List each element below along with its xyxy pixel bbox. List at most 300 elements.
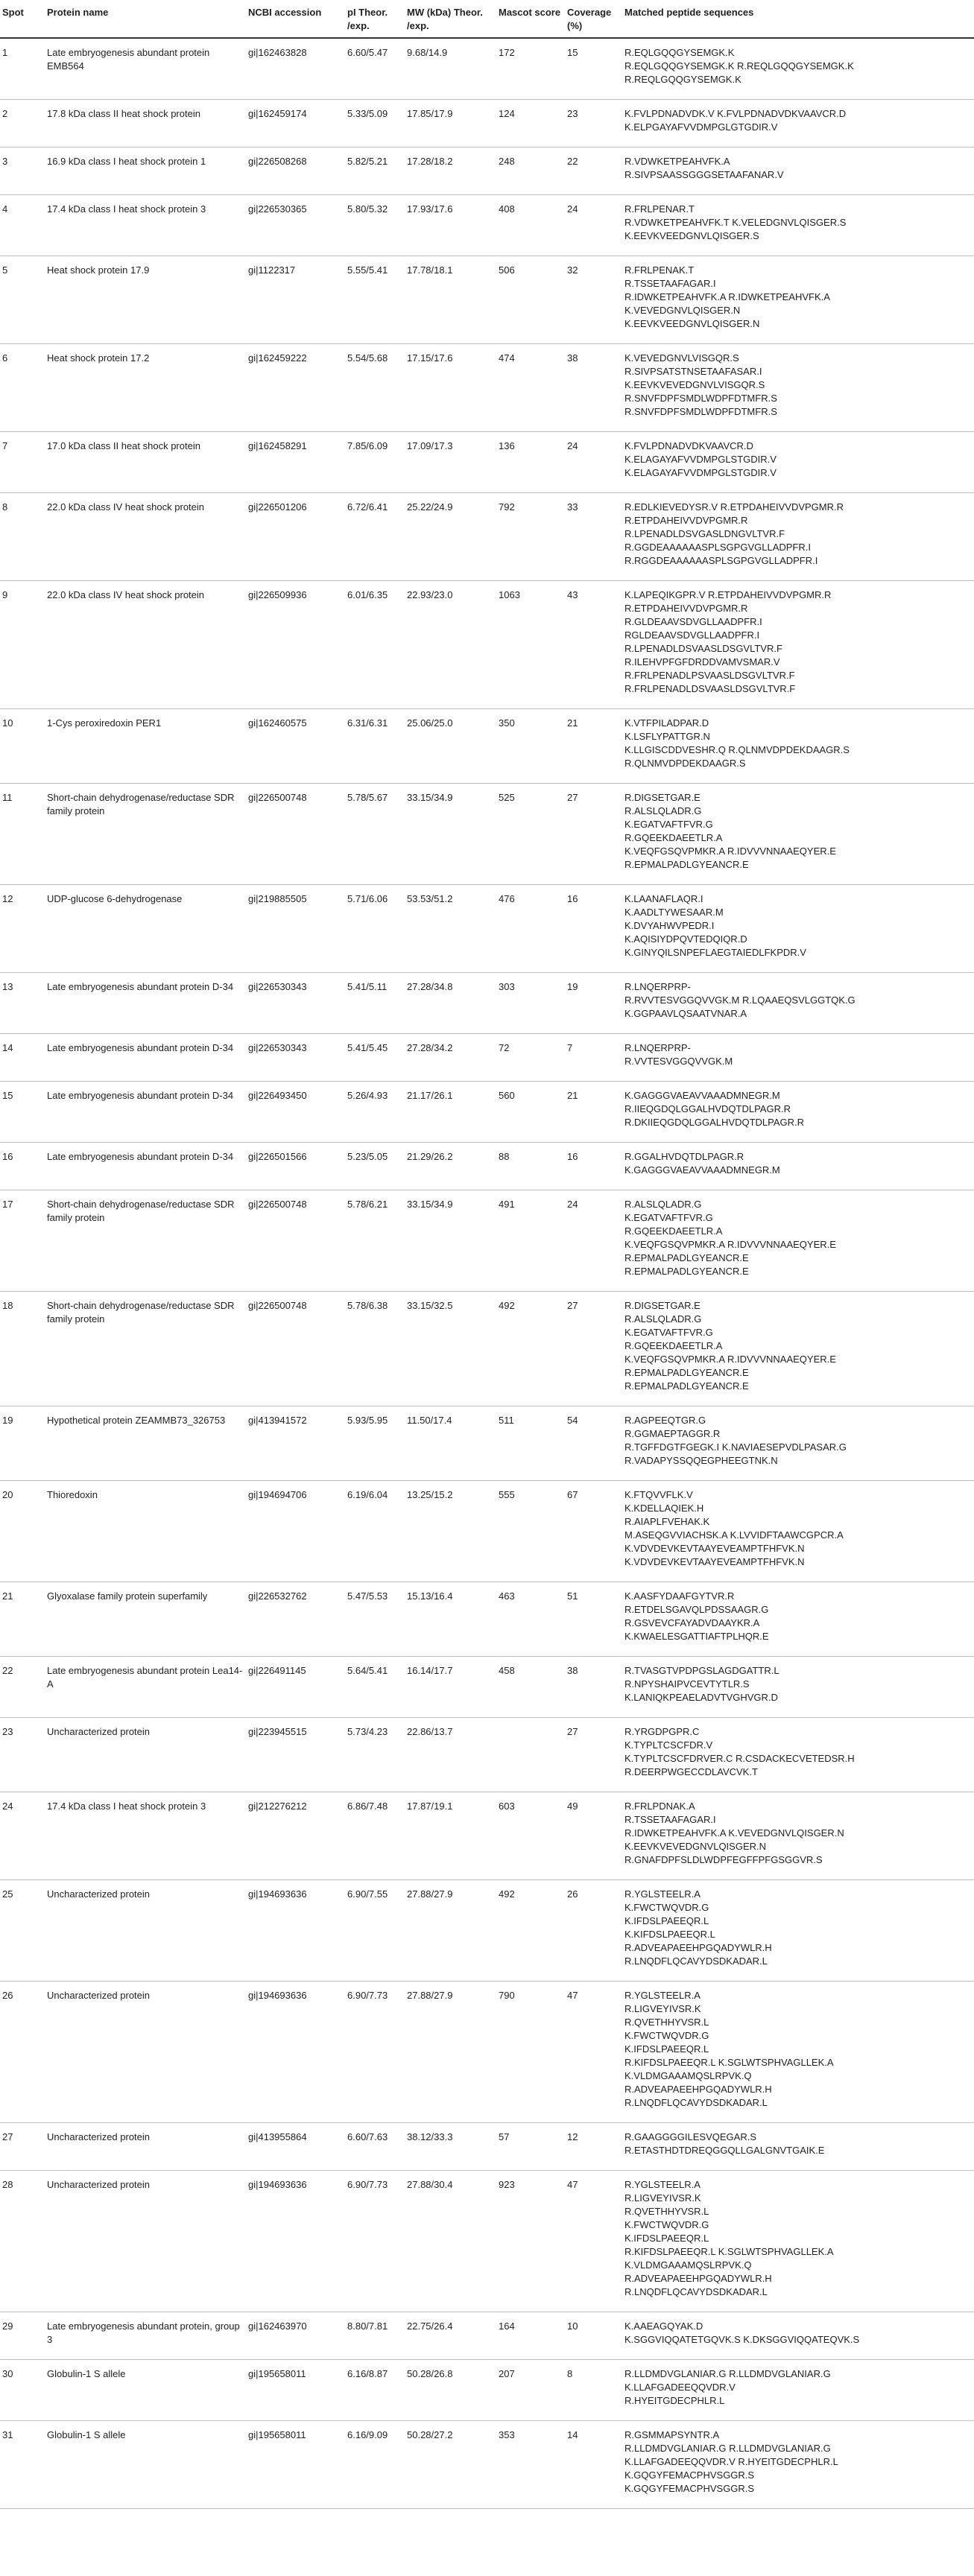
mw-cell: 27.28/34.8: [405, 972, 496, 1033]
peptide-sequence: R.FRLPENADLDSVAASLDSGVLTVR.F: [624, 682, 796, 694]
mascot-score-cell: 172: [496, 38, 565, 99]
peptide-sequence: R.DIGSETGAR.E: [624, 791, 701, 803]
coverage-cell: 22: [565, 147, 622, 194]
peptide-sequence: R.GSVEVCFAYADVDAAYKR.A: [624, 1617, 760, 1628]
coverage-cell: 14: [565, 2420, 622, 2508]
peptide-sequence: R.DKIIEQGDQLGGALHVDQTDLPAGR.R: [624, 1116, 805, 1128]
ncbi-accession-cell: gi|226501566: [246, 1142, 345, 1190]
pi-cell: 5.26/4.93: [345, 1081, 405, 1142]
coverage-cell: 54: [565, 1406, 622, 1480]
table-row: [0, 343, 974, 431]
matched-peptides-cell: [622, 2420, 974, 2508]
peptide-sequence: R.VADAPYSSQQEGPHEEGTNK.N: [624, 1454, 778, 1466]
spot-cell: 23: [0, 1717, 45, 1792]
peptide-sequence: K.VEQFGSQVPMKR.A R.IDVVVNNAAEQYER.E: [624, 845, 836, 857]
mw-cell: 21.29/26.2: [405, 1142, 496, 1190]
table-row: [0, 1792, 974, 1879]
protein-name-cell: Hypothetical protein ZEAMMB73_326753: [45, 1406, 246, 1480]
ncbi-accession-cell: gi|162463970: [246, 2312, 345, 2359]
mw-cell: 25.06/25.0: [405, 708, 496, 783]
mascot-score-cell: 511: [496, 1406, 565, 1480]
peptide-sequence: R.ALSLQLADR.G: [624, 805, 702, 816]
header-protein-name: Protein name: [45, 0, 246, 38]
peptide-sequence: R.IDWKETPEAHVFK.A K.VEVEDGNVLQISGER.N: [624, 1827, 844, 1839]
mw-cell: 17.15/17.6: [405, 343, 496, 431]
matched-peptides-cell: [622, 343, 974, 431]
peptide-sequence: R.NPYSHAIPVCEVTYTLR.S: [624, 1678, 750, 1690]
peptide-sequence: R.EPMALPADLGYEANCR.E: [624, 1265, 749, 1277]
table-row: [0, 2312, 974, 2359]
peptide-sequence: R.LNQDFLQCAVYDSDKADAR.L: [624, 2285, 768, 2297]
peptide-sequence: K.LAANAFLAQR.I: [624, 892, 703, 904]
peptide-sequence: R.KIFDSLPAEEQR.L K.SGLWTSPHVAGLLEK.A: [624, 2245, 834, 2257]
ncbi-accession-cell: gi|194694706: [246, 1480, 345, 1582]
peptide-sequence: K.AASFYDAAFGYTVR.R: [624, 1590, 735, 1602]
peptide-sequence: K.LAPEQIKGPR.V R.ETPDAHEIVVDVPGMR.R: [624, 589, 832, 600]
protein-name-cell: Uncharacterized protein: [45, 2170, 246, 2312]
coverage-cell: 43: [565, 580, 622, 708]
protein-name-cell: 16.9 kDa class I heat shock protein 1: [45, 147, 246, 194]
peptide-sequence: K.EEVKVEEDGNVLQISGER.N: [624, 317, 760, 329]
matched-peptides-cell: [622, 147, 974, 194]
ncbi-accession-cell: gi|194693636: [246, 2170, 345, 2312]
peptide-sequence: R.GGDEAAAAAASPLSGPGVGLLADPFR.I: [624, 541, 811, 553]
pi-cell: 5.41/5.45: [345, 1033, 405, 1081]
peptide-sequence: RGLDEAAVSDVGLLAADPFR.I: [624, 629, 760, 641]
mw-cell: 33.15/34.9: [405, 783, 496, 884]
peptide-sequence: K.SGGVIQQATETGQVK.S K.DKSGGVIQQATEQVK.S: [624, 2333, 860, 2345]
mw-cell: 17.78/18.1: [405, 256, 496, 343]
pi-cell: 5.55/5.41: [345, 256, 405, 343]
ncbi-accession-cell: gi|162460575: [246, 708, 345, 783]
peptide-sequence: K.VEQFGSQVPMKR.A R.IDVVVNNAAEQYER.E: [624, 1353, 836, 1365]
matched-peptides-cell: [622, 1406, 974, 1480]
coverage-cell: 12: [565, 2122, 622, 2170]
pi-cell: 5.54/5.68: [345, 343, 405, 431]
mascot-score-cell: 476: [496, 884, 565, 972]
peptide-sequence: R.LNQDFLQCAVYDSDKADAR.L: [624, 2096, 768, 2108]
peptide-sequence: K.EEVKVEVEDGNVLVISGQR.S: [624, 378, 765, 390]
peptide-sequence: K.VEVEDGNVLQISGER.N: [624, 304, 741, 316]
mascot-score-cell: 350: [496, 708, 565, 783]
table-row: [0, 1879, 974, 1981]
spot-cell: 12: [0, 884, 45, 972]
peptide-sequence: K.GAGGGVAEAVVAAADMNEGR.M: [624, 1089, 780, 1101]
matched-peptides-cell: [622, 194, 974, 256]
protein-name-cell: Late embryogenesis abundant protein D-34: [45, 1081, 246, 1142]
ncbi-accession-cell: gi|219885505: [246, 884, 345, 972]
matched-peptides-cell: [622, 1081, 974, 1142]
peptide-sequence: R.EPMALPADLGYEANCR.E: [624, 1251, 749, 1263]
pi-cell: 5.41/5.11: [345, 972, 405, 1033]
mw-cell: 17.87/19.1: [405, 1792, 496, 1879]
ncbi-accession-cell: gi|162459222: [246, 343, 345, 431]
ncbi-accession-cell: gi|212276212: [246, 1792, 345, 1879]
coverage-cell: 16: [565, 884, 622, 972]
peptide-sequence: K.IFDSLPAEEQR.L: [624, 1914, 709, 1926]
ncbi-accession-cell: gi|413955864: [246, 2122, 345, 2170]
coverage-cell: 24: [565, 194, 622, 256]
mascot-score-cell: 463: [496, 1582, 565, 1656]
matched-peptides-cell: [622, 2312, 974, 2359]
mascot-score-cell: 603: [496, 1792, 565, 1879]
spot-cell: 27: [0, 2122, 45, 2170]
peptide-sequence: K.ELPGAYAFVVDMPGLGTGDIR.V: [624, 121, 778, 133]
peptide-sequence: R.EQLGQQGYSEMGK.K: [624, 47, 735, 58]
spot-cell: 28: [0, 2170, 45, 2312]
peptide-sequence: R.LNQDFLQCAVYDSDKADAR.L: [624, 1955, 768, 1967]
protein-name-cell: Late embryogenesis abundant protein EMB564: [45, 38, 246, 99]
peptide-sequence: R.ALSLQLADR.G: [624, 1313, 702, 1325]
table-row: [0, 708, 974, 783]
peptide-sequence: K.KWAELESGATTIAFTPLHQR.E: [624, 1630, 769, 1642]
peptide-sequence: R.IDWKETPEAHVFK.A R.IDWKETPEAHVFK.A: [624, 291, 830, 302]
peptide-sequence: R.AIAPLFVEHAK.K: [624, 1515, 710, 1527]
protein-name-cell: 17.8 kDa class II heat shock protein: [45, 99, 246, 147]
mascot-score-cell: 164: [496, 2312, 565, 2359]
protein-name-cell: Late embryogenesis abundant protein D-34: [45, 1033, 246, 1081]
peptide-sequence: R.DIGSETGAR.E: [624, 1299, 701, 1311]
mw-cell: 17.09/17.3: [405, 431, 496, 492]
mascot-score-cell: 248: [496, 147, 565, 194]
pi-cell: 6.72/6.41: [345, 492, 405, 580]
ncbi-accession-cell: gi|226500748: [246, 1190, 345, 1291]
pi-cell: 5.64/5.41: [345, 1656, 405, 1717]
mw-cell: 53.53/51.2: [405, 884, 496, 972]
protein-name-cell: Uncharacterized protein: [45, 1717, 246, 1792]
ncbi-accession-cell: gi|223945515: [246, 1717, 345, 1792]
spot-cell: 5: [0, 256, 45, 343]
protein-name-cell: Uncharacterized protein: [45, 1981, 246, 2122]
spot-cell: 14: [0, 1033, 45, 1081]
pi-cell: 7.85/6.09: [345, 431, 405, 492]
peptide-sequence: K.DVYAHWVPEDR.I: [624, 919, 715, 931]
mascot-score-cell: 303: [496, 972, 565, 1033]
pi-cell: 5.33/5.09: [345, 99, 405, 147]
spot-cell: 4: [0, 194, 45, 256]
mascot-score-cell: 560: [496, 1081, 565, 1142]
protein-name-cell: Late embryogenesis abundant protein Lea14-A: [45, 1656, 246, 1717]
pi-cell: 6.90/7.73: [345, 2170, 405, 2312]
peptide-sequence: K.KDELLAQIEK.H: [624, 1502, 704, 1514]
matched-peptides-cell: [622, 1190, 974, 1291]
pi-cell: 6.01/6.35: [345, 580, 405, 708]
mascot-score-cell: 525: [496, 783, 565, 884]
header-matched-peptides: Matched peptide sequences: [622, 0, 974, 38]
peptide-sequence: R.TSSETAAFAGAR.I: [624, 1813, 716, 1825]
mascot-score-cell: 492: [496, 1291, 565, 1406]
peptide-sequence: R.DEERPWGECCDLAVCVK.T: [624, 1766, 758, 1777]
mw-cell: 17.85/17.9: [405, 99, 496, 147]
matched-peptides-cell: [622, 1142, 974, 1190]
pi-cell: 6.90/7.73: [345, 1981, 405, 2122]
coverage-cell: 47: [565, 1981, 622, 2122]
spot-cell: 24: [0, 1792, 45, 1879]
protein-name-cell: Short-chain dehydrogenase/reductase SDR family protein: [45, 1190, 246, 1291]
table-row: [0, 580, 974, 708]
pi-cell: 6.60/7.63: [345, 2122, 405, 2170]
matched-peptides-cell: [622, 1033, 974, 1081]
peptide-sequence: K.KIFDSLPAEEQR.L: [624, 1928, 715, 1940]
spot-cell: 19: [0, 1406, 45, 1480]
mw-cell: 50.28/26.8: [405, 2359, 496, 2420]
pi-cell: 8.80/7.81: [345, 2312, 405, 2359]
peptide-sequence: R.ADVEAPAEEHPGQADYWLR.H: [624, 2272, 772, 2284]
peptide-sequence: R.ILEHVPFGFDRDDVAMVSMAR.V: [624, 656, 780, 667]
matched-peptides-cell: [622, 1582, 974, 1656]
peptide-sequence: R.GNAFDPFSLDLWDPFEGFFPFGSGGVR.S: [624, 1853, 823, 1865]
ncbi-accession-cell: gi|226491145: [246, 1656, 345, 1717]
peptide-sequence: K.VLDMGAAAMQSLRPVK.Q: [624, 2259, 752, 2271]
peptide-sequence: K.GAGGGVAEAVVAAADMNEGR.M: [624, 1164, 780, 1176]
peptide-sequence: K.VLDMGAAAMQSLRPVK.Q: [624, 2069, 752, 2081]
mw-cell: 22.86/13.7: [405, 1717, 496, 1792]
peptide-sequence: R.ETASTHDTDREQGGQLLGALGNVTGAIK.E: [624, 2144, 825, 2156]
table-row: [0, 2359, 974, 2420]
spot-cell: 3: [0, 147, 45, 194]
table-row: [0, 194, 974, 256]
protein-name-cell: Uncharacterized protein: [45, 1879, 246, 1981]
matched-peptides-cell: [622, 1792, 974, 1879]
peptide-sequence: M.ASEQGVVIACHSK.A K.LVVIDFTAAWCGPCR.A: [624, 1529, 844, 1541]
peptide-sequence: K.VEVEDGNVLVISGQR.S: [624, 352, 739, 364]
peptide-sequence: R.VDWKETPEAHVFK.A: [624, 155, 730, 167]
protein-name-cell: 22.0 kDa class IV heat shock protein: [45, 492, 246, 580]
matched-peptides-cell: [622, 431, 974, 492]
spot-cell: 17: [0, 1190, 45, 1291]
matched-peptides-cell: [622, 2122, 974, 2170]
ncbi-accession-cell: gi|162459174: [246, 99, 345, 147]
header-mascot-score: Mascot score: [496, 0, 565, 38]
ncbi-accession-cell: gi|226530365: [246, 194, 345, 256]
ncbi-accession-cell: gi|162463828: [246, 38, 345, 99]
peptide-sequence: K.EGATVAFTFVR.G: [624, 818, 713, 830]
spot-cell: 26: [0, 1981, 45, 2122]
mascot-score-cell: 408: [496, 194, 565, 256]
peptide-sequence: R.SNVFDPFSMDLWDPFDTMFR.S: [624, 405, 777, 417]
peptide-sequence: R.LIGVEYIVSR.K: [624, 2192, 701, 2204]
mw-cell: 17.28/18.2: [405, 147, 496, 194]
table-row: [0, 884, 974, 972]
peptide-sequence: K.EEVKVEEDGNVLQISGER.S: [624, 229, 759, 241]
ncbi-accession-cell: gi|226493450: [246, 1081, 345, 1142]
mw-cell: 38.12/33.3: [405, 2122, 496, 2170]
table-row: [0, 1142, 974, 1190]
protein-name-cell: 17.4 kDa class I heat shock protein 3: [45, 1792, 246, 1879]
peptide-sequence: K.TYPLTCSCFDRVER.C R.CSDACKECVETEDSR.H: [624, 1752, 855, 1764]
peptide-sequence: R.EQLGQQGYSEMGK.K R.REQLGQQGYSEMGK.K: [624, 60, 854, 72]
coverage-cell: 21: [565, 1081, 622, 1142]
peptide-sequence: R.GAAGGGGILESVQEGAR.S: [624, 2131, 756, 2142]
peptide-sequence: K.AQISIYDPQVTEDQIQR.D: [624, 933, 747, 945]
pi-cell: 6.19/6.04: [345, 1480, 405, 1582]
spot-cell: 2: [0, 99, 45, 147]
peptide-sequence: R.LPENADLDSVAASLDSGVLTVR.F: [624, 642, 782, 654]
spot-cell: 15: [0, 1081, 45, 1142]
table-row: [0, 256, 974, 343]
mw-cell: 27.88/27.9: [405, 1981, 496, 2122]
spot-cell: 31: [0, 2420, 45, 2508]
matched-peptides-cell: [622, 256, 974, 343]
spot-cell: 10: [0, 708, 45, 783]
mascot-score-cell: 491: [496, 1190, 565, 1291]
mw-cell: 15.13/16.4: [405, 1582, 496, 1656]
peptide-sequence: R.EPMALPADLGYEANCR.E: [624, 1380, 749, 1392]
coverage-cell: 67: [565, 1480, 622, 1582]
coverage-cell: 33: [565, 492, 622, 580]
peptide-sequence: R.TVASGTVPDPGSLAGDGATTR.L: [624, 1664, 779, 1676]
protein-name-cell: Thioredoxin: [45, 1480, 246, 1582]
protein-name-cell: Globulin-1 S allele: [45, 2359, 246, 2420]
pi-cell: 5.71/6.06: [345, 884, 405, 972]
matched-peptides-cell: [622, 2359, 974, 2420]
pi-cell: 5.78/6.21: [345, 1190, 405, 1291]
protein-name-cell: Short-chain dehydrogenase/reductase SDR family protein: [45, 783, 246, 884]
header-pi: pI Theor. /exp.: [345, 0, 405, 38]
protein-name-cell: Heat shock protein 17.9: [45, 256, 246, 343]
matched-peptides-cell: [622, 99, 974, 147]
mw-cell: 16.14/17.7: [405, 1656, 496, 1717]
spot-cell: 7: [0, 431, 45, 492]
coverage-cell: 26: [565, 1879, 622, 1981]
peptide-sequence: R.LIGVEYIVSR.K: [624, 2002, 701, 2014]
spot-cell: 1: [0, 38, 45, 99]
peptide-sequence: R.YGLSTEELR.A: [624, 1989, 701, 2001]
peptide-sequence: K.LLGISCDDVESHR.Q R.QLNMVDPDEKDAAGR.S: [624, 743, 850, 755]
peptide-sequence: K.LLAFGADEEQQVDR.V R.HYEITGDECPHLR.L: [624, 2455, 838, 2467]
header-mw: MW (kDa) Theor. /exp.: [405, 0, 496, 38]
matched-peptides-cell: [622, 708, 974, 783]
coverage-cell: 10: [565, 2312, 622, 2359]
ncbi-accession-cell: gi|226530343: [246, 972, 345, 1033]
protein-name-cell: 1-Cys peroxiredoxin PER1: [45, 708, 246, 783]
ncbi-accession-cell: gi|194693636: [246, 1879, 345, 1981]
peptide-sequence: R.EPMALPADLGYEANCR.E: [624, 858, 749, 870]
peptide-sequence: K.AADLTYWESAAR.M: [624, 906, 724, 918]
mascot-score-cell: 88: [496, 1142, 565, 1190]
peptide-sequence: K.GQGYFEMACPHVSGGR.S: [624, 2469, 755, 2481]
pi-cell: 6.60/5.47: [345, 38, 405, 99]
protein-name-cell: Late embryogenesis abundant protein D-34: [45, 1142, 246, 1190]
peptide-sequence: K.FWCTWQVDR.G: [624, 2029, 709, 2041]
peptide-sequence: R.RVVTESVGGQVVGK.M R.LQAAEQSVLGGTQK.G: [624, 994, 856, 1006]
mascot-score-cell: 506: [496, 256, 565, 343]
peptide-sequence: R.RGGDEAAAAAASPLSGPGVGLLADPFR.I: [624, 554, 818, 566]
coverage-cell: 27: [565, 1717, 622, 1792]
peptide-sequence: K.FTQVVFLK.V: [624, 1488, 693, 1500]
mascot-score-cell: 555: [496, 1480, 565, 1582]
protein-name-cell: Late embryogenesis abundant protein, group 3: [45, 2312, 246, 2359]
peptide-sequence: R.LLDMDVGLANIAR.G R.LLDMDVGLANIAR.G: [624, 2367, 831, 2379]
coverage-cell: 27: [565, 783, 622, 884]
spot-cell: 21: [0, 1582, 45, 1656]
mascot-score-cell: 207: [496, 2359, 565, 2420]
peptide-sequence: R.QVETHHYVSR.L: [624, 2205, 709, 2217]
mw-cell: 27.28/34.2: [405, 1033, 496, 1081]
protein-name-cell: Heat shock protein 17.2: [45, 343, 246, 431]
table-row: [0, 2420, 974, 2508]
peptide-sequence: R.HYEITGDECPHLR.L: [624, 2394, 725, 2406]
table-row: [0, 492, 974, 580]
pi-cell: 6.90/7.55: [345, 1879, 405, 1981]
pi-cell: 5.78/6.38: [345, 1291, 405, 1406]
protein-name-cell: Late embryogenesis abundant protein D-34: [45, 972, 246, 1033]
mascot-score-cell: 492: [496, 1879, 565, 1981]
table-row: [0, 1717, 974, 1792]
matched-peptides-cell: [622, 1981, 974, 2122]
coverage-cell: 27: [565, 1291, 622, 1406]
peptide-sequence: R.TGFFDGTFGEGK.I K.NAVIAESEPVDLPASAR.G: [624, 1441, 847, 1453]
spot-cell: 25: [0, 1879, 45, 1981]
peptide-sequence: R.SIVPSAASSGGGSETAAFANAR.V: [624, 168, 784, 180]
matched-peptides-cell: [622, 2170, 974, 2312]
table-row: [0, 147, 974, 194]
mascot-score-cell: 923: [496, 2170, 565, 2312]
ncbi-accession-cell: gi|1122317: [246, 256, 345, 343]
peptide-sequence: R.LLDMDVGLANIAR.G R.LLDMDVGLANIAR.G: [624, 2442, 831, 2454]
table-row: [0, 1081, 974, 1142]
spot-cell: 18: [0, 1291, 45, 1406]
spot-cell: 6: [0, 343, 45, 431]
header-ncbi-accession: NCBI accession: [246, 0, 345, 38]
coverage-cell: 47: [565, 2170, 622, 2312]
peptide-sequence: R.YGLSTEELR.A: [624, 1888, 701, 1900]
protein-name-cell: Globulin-1 S allele: [45, 2420, 246, 2508]
matched-peptides-cell: [622, 783, 974, 884]
peptide-sequence: R.SNVFDPFSMDLWDPFDTMFR.S: [624, 392, 777, 404]
peptide-sequence: K.VDVDEVKEVTAAYEVEAMPTFHFVK.N: [624, 1555, 805, 1567]
table-row: [0, 1033, 974, 1081]
peptide-sequence: R.LNQERPRP-: [624, 980, 691, 992]
ncbi-accession-cell: gi|226530343: [246, 1033, 345, 1081]
mw-cell: 27.88/27.9: [405, 1879, 496, 1981]
coverage-cell: 24: [565, 1190, 622, 1291]
peptide-sequence: R.ADVEAPAEEHPGQADYWLR.H: [624, 1941, 772, 1953]
peptide-sequence: R.IIEQGDQLGGALHVDQTDLPAGR.R: [624, 1103, 791, 1114]
ncbi-accession-cell: gi|194693636: [246, 1981, 345, 2122]
peptide-sequence: K.EEVKVEVEDGNVLQISGER.N: [624, 1840, 767, 1852]
peptide-sequence: K.VEQFGSQVPMKR.A R.IDVVVNNAAEQYER.E: [624, 1238, 836, 1250]
coverage-cell: 21: [565, 708, 622, 783]
peptide-sequence: R.KIFDSLPAEEQR.L K.SGLWTSPHVAGLLEK.A: [624, 2056, 834, 2068]
mw-cell: 33.15/32.5: [405, 1291, 496, 1406]
mw-cell: 17.93/17.6: [405, 194, 496, 256]
pi-cell: 5.80/5.32: [345, 194, 405, 256]
coverage-cell: 51: [565, 1582, 622, 1656]
pi-cell: 5.23/5.05: [345, 1142, 405, 1190]
header-spot: Spot: [0, 0, 45, 38]
mascot-score-cell: 790: [496, 1981, 565, 2122]
ncbi-accession-cell: gi|226509936: [246, 580, 345, 708]
peptide-sequence: K.TYPLTCSCFDR.V: [624, 1739, 713, 1751]
table-row: [0, 431, 974, 492]
table-row: [0, 1981, 974, 2122]
coverage-cell: 32: [565, 256, 622, 343]
peptide-sequence: R.FRLPDNAK.A: [624, 1800, 695, 1812]
pi-cell: 6.31/6.31: [345, 708, 405, 783]
spot-cell: 13: [0, 972, 45, 1033]
ncbi-accession-cell: gi|413941572: [246, 1406, 345, 1480]
peptide-sequence: K.VTFPILADPAR.D: [624, 717, 709, 729]
mw-cell: 11.50/17.4: [405, 1406, 496, 1480]
peptide-sequence: R.YGLSTEELR.A: [624, 2178, 701, 2190]
header-coverage: Coverage (%): [565, 0, 622, 38]
peptide-sequence: R.LPENADLDSVGASLDNGVLTVR.F: [624, 527, 785, 539]
peptide-sequence: R.FRLPENAR.T: [624, 203, 695, 215]
table-row: [0, 99, 974, 147]
ncbi-accession-cell: gi|195658011: [246, 2359, 345, 2420]
pi-cell: 6.16/8.87: [345, 2359, 405, 2420]
